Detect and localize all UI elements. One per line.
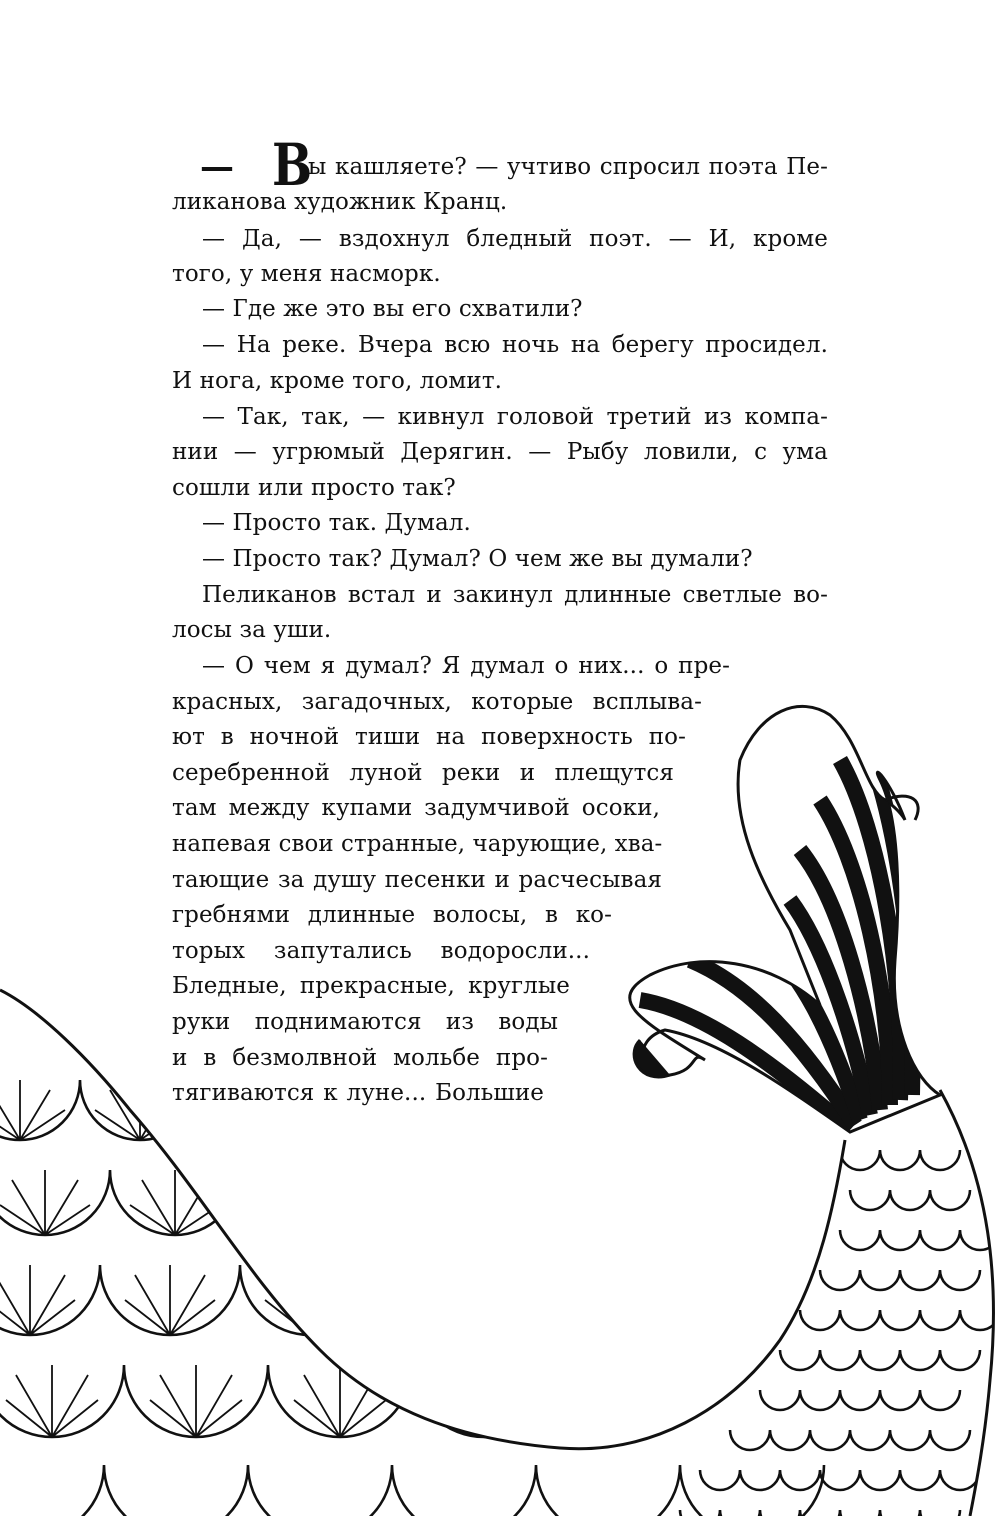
text-line: Пеликанов встал и закинул длинные светлые во- <box>202 582 828 608</box>
text-line: — Где же это вы его схватили? <box>202 296 583 322</box>
text-line: — Просто так. Думал. <box>202 510 471 536</box>
text-line: напевая свои странные, чарующие, хва- <box>172 831 663 857</box>
text-line: торых запутались водоросли... <box>172 938 590 964</box>
text-line: и в безмолвной мольбе про- <box>172 1045 548 1071</box>
text-line: красных, загадочных, которые всплыва- <box>172 689 702 715</box>
text-line: тягиваются к луне... Большие <box>172 1080 544 1106</box>
text-line: — Да, — вздохнул бледный поэт. — И, кроме <box>202 226 828 252</box>
text-line: того, у меня насморк. <box>172 261 441 287</box>
text-line: серебренной луной реки и плещутся <box>172 760 674 786</box>
text-line: нии — угрюмый Дерягин. — Рыбу ловили, с ума <box>172 439 828 465</box>
text-line: там между купами задумчивой осоки, <box>172 795 660 821</box>
text-line: гребнями длинные волосы, в ко- <box>172 902 612 928</box>
text-line: — О чем я думал? Я думал о них... о пре- <box>202 653 730 679</box>
text-line: — Просто так? Думал? О чем же вы думали? <box>202 546 753 572</box>
text-line: ликанова художник Кранц. <box>172 189 508 215</box>
text-line: тающие за душу песенки и расчесывая <box>172 867 662 893</box>
opening-dash: — <box>200 147 234 187</box>
text-line: руки поднимаются из воды <box>172 1009 558 1035</box>
text-line: ы кашляете? — учтиво спросил поэта Пе- <box>308 154 828 180</box>
text-line: — Так, так, — кивнул головой третий из компа- <box>202 404 828 430</box>
text-line: сошли или просто так? <box>172 475 456 501</box>
drop-cap: В <box>272 131 313 199</box>
text-line: Бледные, прекрасные, круглые <box>172 973 570 999</box>
text-line: — На реке. Вчера всю ночь на берегу просидел. <box>202 332 828 358</box>
text-line: И нога, кроме того, ломит. <box>172 368 503 394</box>
text-line: лосы за уши. <box>172 617 332 643</box>
text-line: ют в ночной тиши на поверхность по- <box>172 724 686 750</box>
